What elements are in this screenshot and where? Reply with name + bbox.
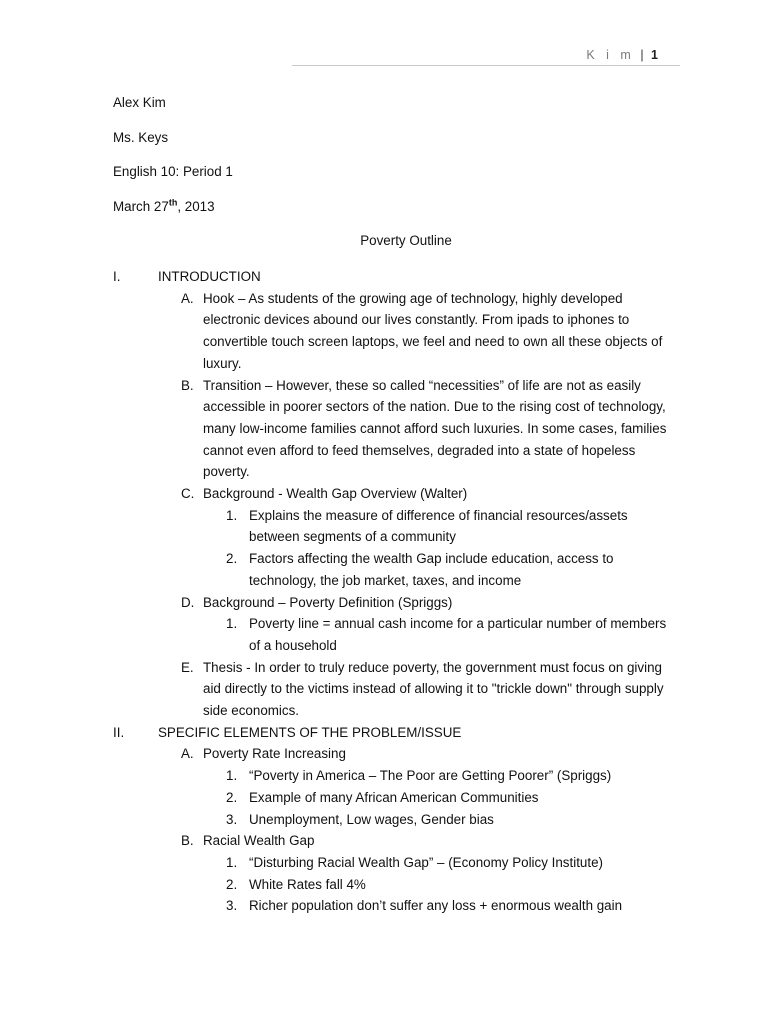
section-label: INTRODUCTION [158, 269, 261, 284]
item-text: Hook – As students of the growing age of technology, highly developed electronic devices abound our lives constantly. From ipads to iphones to convertible touch screen laptops, we feel and need to own all these objects of luxury. [203, 290, 663, 371]
subitem-marker: 1. [226, 854, 238, 870]
outline-subitem [0, 809, 768, 831]
item-text: Poverty Rate Increasing [203, 746, 346, 762]
outline-section-specific-elements [0, 722, 768, 744]
subitem-marker: 2. [226, 789, 238, 805]
subitem-marker: 1. [226, 768, 238, 784]
subitem-text: Unemployment, Low wages, Gender bias [249, 811, 494, 827]
header-separator: | [640, 48, 644, 62]
subitem-marker: 3. [226, 811, 238, 827]
subitem-text: “Poverty in America – The Poor are Getting Poorer” (Spriggs) [249, 768, 612, 784]
date-month-day: March 27 [113, 199, 169, 214]
outline-subitem [0, 874, 768, 896]
teacher-name: Ms. Keys [113, 130, 169, 145]
outline-subitem [0, 895, 768, 917]
outline-subitem [0, 505, 768, 548]
section-label: SPECIFIC ELEMENTS OF THE PROBLEM/ISSUE [158, 724, 462, 740]
subitem-text: “Disturbing Racial Wealth Gap” – (Economy Policy Institute) [249, 854, 603, 870]
outline-item-transition [0, 375, 768, 484]
outline-item-thesis [0, 657, 768, 722]
item-marker: A. [181, 290, 194, 306]
outline-section-introduction [0, 266, 768, 288]
item-text: Background - Wealth Gap Overview (Walter) [203, 486, 468, 502]
outline-item-wealth-gap-overview [0, 483, 768, 505]
header-page-number: 1 [651, 48, 658, 62]
item-marker: B. [181, 377, 194, 393]
header-rule [292, 65, 680, 66]
section-marker: II. [113, 724, 125, 740]
date-year: , 2013 [177, 199, 215, 214]
outline-subitem [0, 787, 768, 809]
course-period: English 10: Period 1 [113, 164, 233, 179]
header-author-name: K i m [586, 48, 635, 62]
outline-subitem [0, 613, 768, 656]
student-name: Alex Kim [113, 95, 166, 110]
outline-subitem [0, 548, 768, 591]
document-title: Poverty Outline [360, 233, 452, 248]
subitem-marker: 2. [226, 551, 238, 567]
item-marker: B. [181, 833, 194, 849]
item-text: Racial Wealth Gap [203, 833, 315, 849]
subitem-marker: 2. [226, 876, 238, 892]
outline [0, 266, 768, 917]
subitem-text: Factors affecting the wealth Gap include education, access to technology, the job market, taxes, and income [249, 551, 614, 588]
outline-item-poverty-definition [0, 592, 768, 614]
subitem-text: Explains the measure of difference of financial resources/assets between segments of a community [249, 507, 628, 545]
subitem-marker: 1. [226, 616, 238, 632]
subitem-text: White Rates fall 4% [249, 876, 366, 892]
outline-item-poverty-rate [0, 743, 768, 765]
outline-subitem [0, 852, 768, 874]
item-marker: A. [181, 746, 194, 762]
item-marker: E. [181, 659, 194, 675]
item-marker: D. [181, 594, 195, 610]
item-text: Background – Poverty Definition (Spriggs) [203, 594, 453, 610]
item-text: Transition – However, these so called “necessities” of life are not as easily accessible in poorer sectors of the nation. Due to the rising cost of technology, many low-income families cannot afford such luxuries. In some cases, families cannot even afford to feed themselves, degraded into a state of hopeless poverty. [203, 377, 667, 480]
item-text: Thesis - In order to truly reduce poverty, the government must focus on giving aid directly to the victims instead of allowing it to "trickle down" through supply side economics. [203, 659, 664, 719]
item-marker: C. [181, 486, 195, 502]
subitem-text: Example of many African American Communities [249, 789, 539, 805]
outline-subitem [0, 765, 768, 787]
subitem-text: Richer population don’t suffer any loss + enormous wealth gain [249, 898, 623, 914]
outline-item-racial-wealth-gap [0, 830, 768, 852]
subitem-text: Poverty line = annual cash income for a particular number of members of a household [249, 616, 667, 653]
subitem-marker: 3. [226, 898, 238, 914]
date-ordinal-suffix: th [168, 197, 178, 208]
section-marker: I. [113, 269, 121, 284]
document-date [113, 199, 215, 214]
page-header [586, 48, 658, 62]
outline-item-hook [0, 288, 768, 375]
subitem-marker: 1. [226, 507, 238, 523]
